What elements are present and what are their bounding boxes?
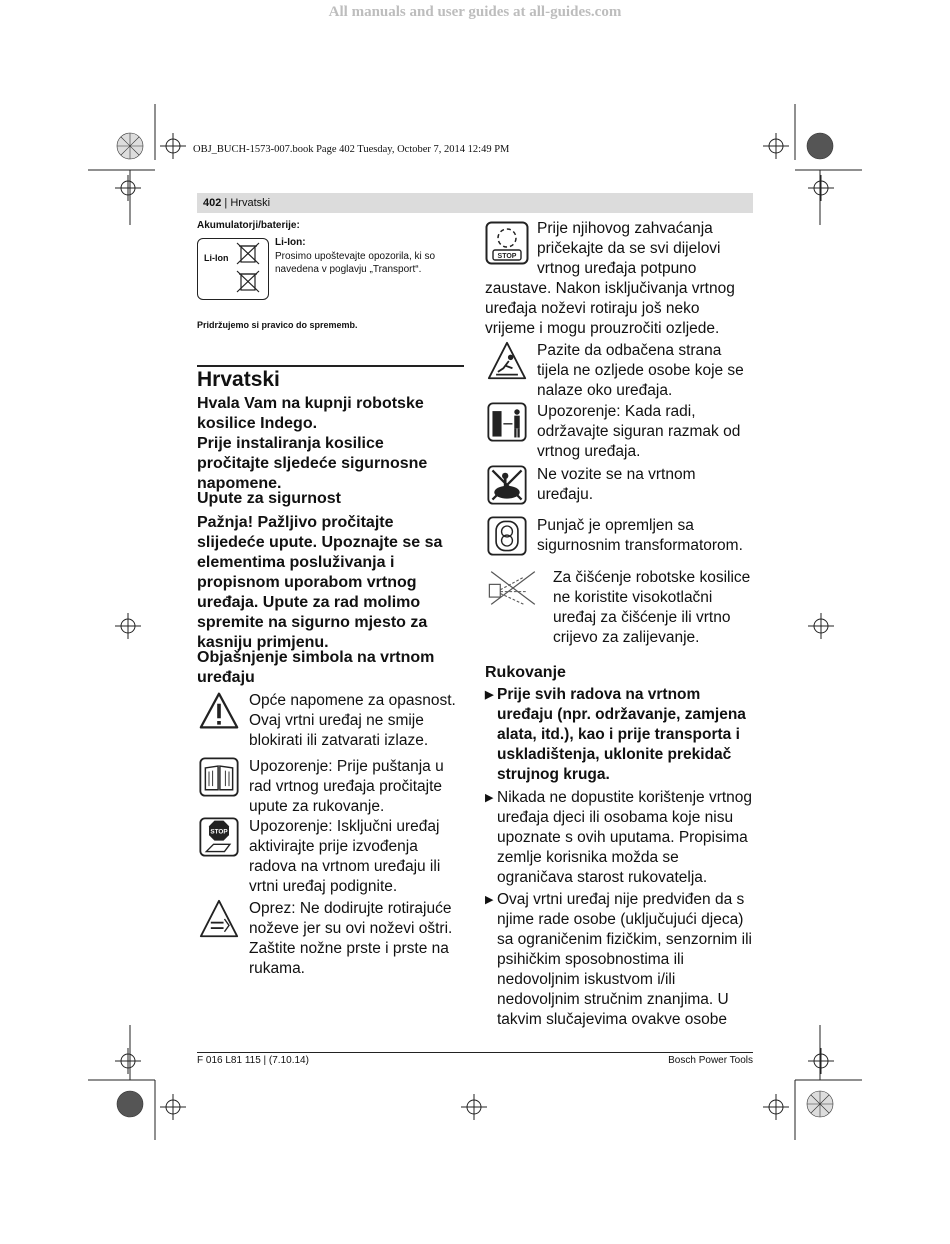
bullet-arrow-icon: ▶ — [485, 792, 494, 804]
list-item — [485, 788, 753, 888]
svg-text:STOP: STOP — [497, 253, 517, 260]
symbol-text: Za čišćenje robotske kosilice ne koristite visokotlačni uređaj za čišćenje ili vrtno crijevo za zalijevanje. — [553, 569, 751, 646]
symbol-text: Upozorenje: Kada radi, održavajte siguran razmak od vrtnog uređaja. — [537, 403, 741, 460]
footer-code: F 016 L81 115 | (7.10.14) — [197, 1055, 309, 1066]
svg-text:STOP: STOP — [210, 828, 228, 836]
thrown-objects-icon — [485, 341, 529, 381]
symbol-text: Ne vozite se na vrtnom uređaju. — [537, 466, 696, 503]
list-item-text: Nikada ne dopustite korištenje vrtnog uređaja djeci ili osobama koje nisu upoznate s ovih uputama. Propisima zemlje korisnika možda se ograničava starost rukovatelja. — [497, 789, 753, 886]
symbol-text: Prije njihovog zahvaćanja pričekajte da se svi dijelovi vrtnog uređaja potpuno zaustave. Nakon isključivanja vrtnog uređaja noževi rotiraju još neko vrijeme i mogu prouzročiti ozljede. — [485, 220, 735, 337]
symbol-text: Upozorenje: Prije puštanja u rad vrtnog uređaja pročitajte upute za rukovanje. — [249, 758, 444, 815]
crossed-bin-icon — [234, 242, 264, 296]
stop-wait-icon — [485, 221, 529, 265]
warning-triangle-icon — [197, 691, 241, 731]
change-notice: Pridržujemo si pravico do sprememb. — [197, 320, 358, 330]
list-item — [485, 890, 753, 1030]
header-section: Hrvatski — [230, 197, 271, 209]
battery-title: Li-Ion: — [275, 237, 306, 248]
battery-heading: Akumulatorji/baterije: — [197, 220, 300, 231]
symbol-text: Upozorenje: Isključni uređaj aktivirajte prije izvođenja radova na vrtnom uređaju ili vrtni uređaj podignite. — [249, 818, 441, 895]
safety-warning: Pažnja! Pažljivo pročitajte slijedeće upute. Upoznajte se sa elementima posluživanja i propisnom uporabom vrtnog uređaja. Upute za rad molimo spremite na sigurno mjesto za kasniju primjenu. — [197, 514, 443, 651]
symbol-item — [485, 568, 753, 648]
page-number: 402 — [203, 197, 222, 209]
symbol-item — [485, 219, 753, 339]
bullet-arrow-icon: ▶ — [485, 894, 494, 906]
intro-instruction: Prije instaliranja kosilice pročitajte sljedeće sigurnosne napomene. — [197, 435, 428, 492]
symbol-item — [197, 757, 464, 817]
footer-brand: Bosch Power Tools — [668, 1055, 753, 1066]
symbol-text: Pazite da odbačena strana tijela ne ozljede osobe koje se nalaze oko uređaja. — [537, 342, 744, 399]
manual-book-icon — [197, 757, 241, 797]
symbol-text: Punjač je opremljen sa sigurnosnim transformatorom. — [537, 517, 743, 554]
list-item — [485, 685, 753, 785]
watermark: All manuals and user guides at all-guides.com — [328, 4, 622, 20]
symbol-item — [485, 402, 753, 462]
safety-transformer-icon — [485, 516, 529, 556]
language-title: Hrvatski — [197, 368, 280, 391]
section-divider — [197, 365, 464, 367]
list-item-text: Prije svih radova na vrtnom uređaju (npr. održavanje, zamjena alata, itd.), kao i prije transporta i uskladištenja, uklonite prekidač strujnog kruga. — [497, 686, 746, 783]
symbol-item — [197, 817, 464, 897]
symbol-item — [485, 516, 753, 556]
safety-heading: Upute za sigurnost — [197, 490, 342, 507]
symbol-item — [485, 341, 753, 401]
no-riding-icon — [485, 465, 529, 505]
list-item-text: Ovaj vrtni uređaj nije predviđen da s njime rade osobe (uključujući djeca) sa ograničenim fizičkim, senzornim ili psihičkim sposobnostima ili nedovoljnim iskustvom i/ili nedovoljnim stručnim znanjima. U takvim slučajevima ovakve osobe — [497, 891, 752, 1028]
rotating-blades-icon — [197, 899, 241, 939]
symbol-item — [197, 899, 464, 979]
intro-thanks: Hvala Vam na kupnji robotske kosilice Indego. — [197, 395, 424, 432]
symbol-item — [485, 465, 753, 505]
footer-divider — [197, 1052, 753, 1053]
file-info: OBJ_BUCH-1573-007.book Page 402 Tuesday, October 7, 2014 12:49 PM — [193, 144, 510, 155]
symbol-text: Oprez: Ne dodirujte rotirajuće noževe jer su ovi noževi oštri. Zaštite nožne prste i prste na rukama. — [249, 900, 453, 977]
symbols-heading: Objašnjenje simbola na vrtnom uređaju — [197, 649, 435, 686]
symbol-item — [197, 691, 464, 751]
symbol-text: Opće napomene za opasnost. Ovaj vrtni uređaj ne smije blokirati ili zatvarati izlaze. — [249, 692, 456, 749]
bullet-arrow-icon: ▶ — [485, 689, 494, 701]
handling-heading: Rukovanje — [485, 664, 566, 681]
safe-distance-icon — [485, 402, 529, 442]
stop-device-icon — [197, 817, 241, 857]
page-header — [197, 193, 753, 213]
li-ion-label: Li-Ion — [204, 253, 229, 263]
battery-text: Prosimo upoštevajte opozorila, ki so navedena v poglavju „Transport“. — [275, 251, 436, 275]
no-pressure-washer-icon — [485, 568, 541, 608]
header-separator: | — [221, 197, 231, 209]
battery-disposal-icon — [197, 238, 269, 300]
